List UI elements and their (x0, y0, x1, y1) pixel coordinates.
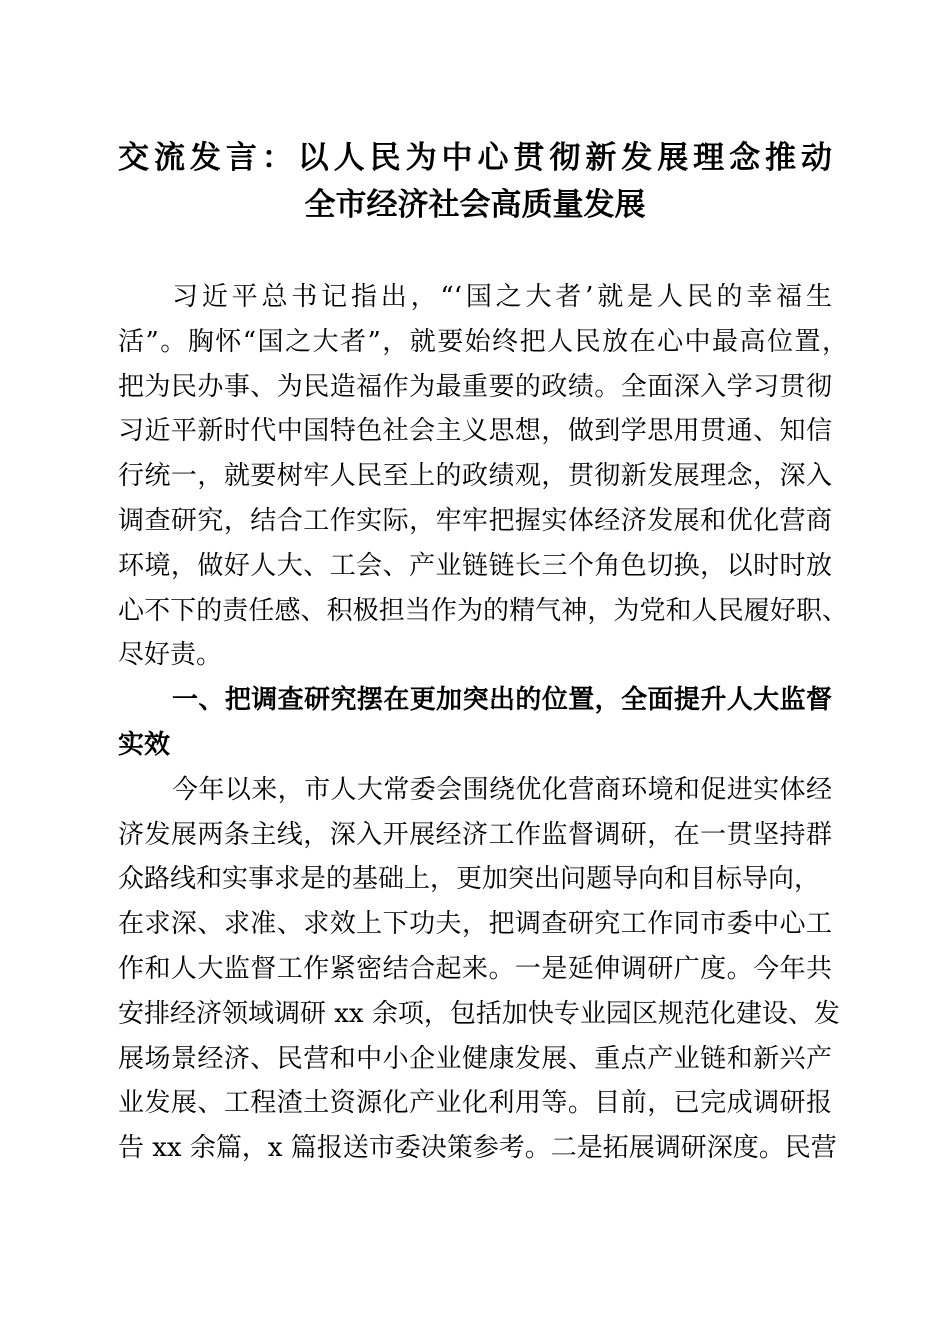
text-line: 行统一，就要树牢人民至上的政绩观，贯彻新发展理念，深入 (118, 461, 832, 492)
document-title-line-2: 全市经济社会高质量发展 (304, 187, 646, 223)
document-body (118, 275, 848, 1171)
text-line: 环境，做好人大、工会、产业链链长三个角色切换，以时时放 (118, 550, 832, 581)
text-line: 把为民办事、为民造福作为最重要的政绩。全面深入学习贯彻 (118, 371, 832, 402)
text-line: 心不下的责任感、积极担当作为的精气神，为党和人民履好职、 (118, 595, 848, 626)
text-line: 尽好责。 (118, 640, 223, 671)
heading-line: 一、把调查研究摆在更加突出的位置，全面提升人大监督 (172, 685, 832, 716)
text-line: 活”。胸怀“国之大者”，就要始终把人民放在心中最高位置， (118, 326, 848, 357)
text-line: 众路线和实事求是的基础上，更加突出问题导向和目标导向， (118, 864, 821, 895)
heading-line: 实效 (118, 729, 171, 760)
text-line: 习近平新时代中国特色社会主义思想，做到学思用贯通、知信 (118, 416, 832, 447)
intro-paragraph (118, 275, 848, 678)
section-1-paragraph (118, 768, 840, 1171)
section-1-heading (118, 678, 832, 768)
text-line: 展场景经济、民营和中小企业健康发展、重点产业链和新兴产 (118, 1043, 832, 1074)
text-line: 业发展、工程渣土资源化产业化利用等。目前，已完成调研报 (118, 1088, 832, 1119)
text-line: 作和人大监督工作紧密结合起来。一是延伸调研广度。今年共 (118, 953, 832, 984)
text-line: 调查研究，结合工作实际，牢牢把握实体经济发展和优化营商 (118, 505, 832, 536)
text-line: 告 xx 余篇，x 篇报送市委决策参考。二是拓展调研深度。民营 (118, 1133, 837, 1164)
text-line: 今年以来，市人大常委会围绕优化营商环境和促进实体经 (172, 774, 832, 805)
text-line: 安排经济领域调研 xx 余项，包括加快专业园区规范化建设、发 (118, 998, 840, 1029)
text-line: 在求深、求准、求效上下功夫，把调查研究工作同市委中心工 (118, 909, 832, 940)
text-line: 济发展两条主线，深入开展经济工作监督调研，在一贯坚持群 (118, 819, 832, 850)
document-title-line-1: 交流发言：以人民为中心贯彻新发展理念推动 (118, 140, 832, 176)
text-line: 习近平总书记指出，“‘国之大者’就是人民的幸福生 (172, 282, 832, 312)
